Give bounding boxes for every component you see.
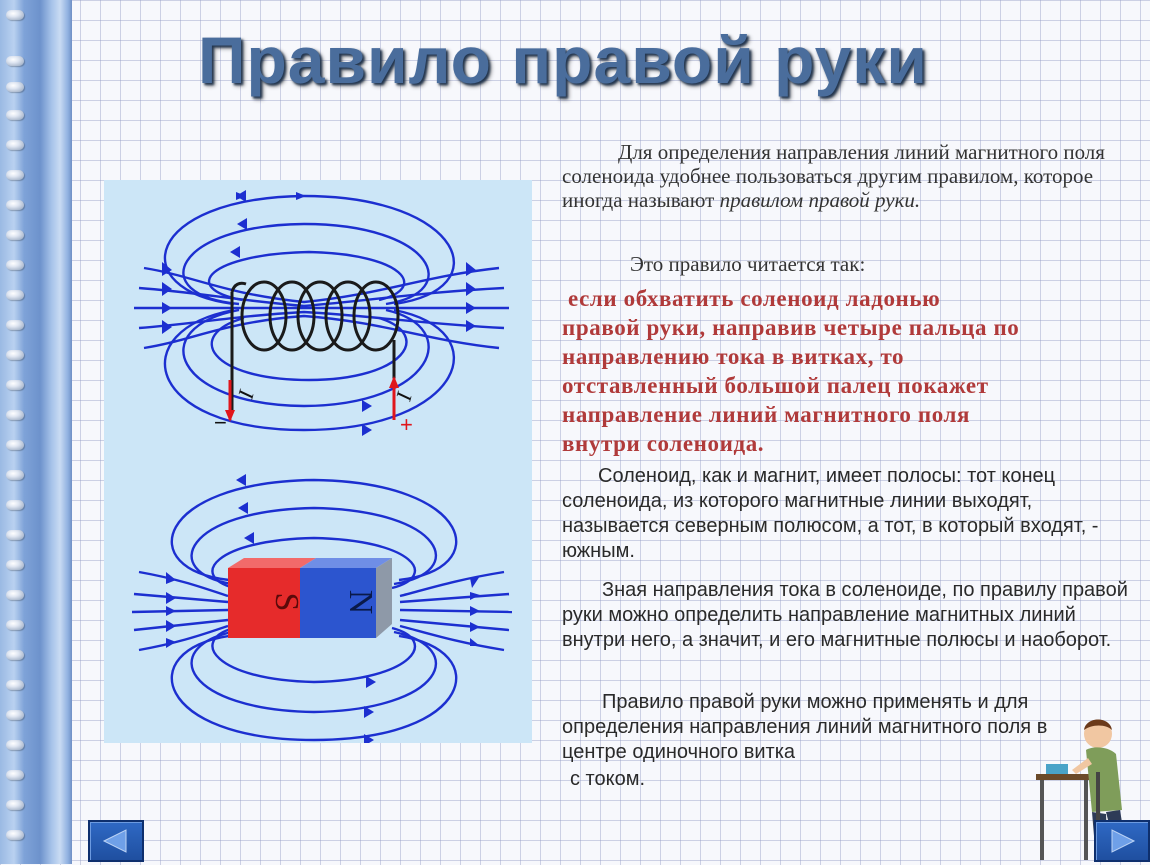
bar-magnet — [228, 558, 392, 638]
spiral-ring — [6, 830, 24, 840]
spiral-ring — [6, 530, 24, 540]
current-label-left: I — [232, 387, 259, 402]
loop-text: Правило правой руки можно применять и для определения направления линий магнитного поля в центре одиночного витка — [562, 691, 1048, 763]
spiral-ring — [6, 140, 24, 150]
slide-title: Правило правой руки — [198, 23, 928, 97]
spiral-ring — [6, 290, 24, 300]
rule-line: внутри соленоида. — [562, 431, 765, 456]
current-label-right: I — [390, 389, 417, 404]
plus-terminal: + — [400, 412, 413, 437]
spiral-ring — [6, 770, 24, 780]
spiral-ring — [6, 620, 24, 630]
direction-paragraph — [562, 578, 1130, 653]
magnet-south-label: S — [268, 592, 305, 612]
solenoid-field-lines — [134, 196, 509, 430]
intro-text: Для определения направления линий магнитного поля соленоида удобнее пользоваться другим правилом, которое иногда называют — [562, 140, 1105, 212]
rule-line: если обхватить соленоид ладонью — [568, 286, 941, 311]
triangle-left-icon — [90, 822, 142, 860]
spiral-ring — [6, 320, 24, 330]
spiral-ring — [6, 410, 24, 420]
figure-panel — [104, 180, 532, 743]
spiral-ring — [6, 470, 24, 480]
rule-line: отставленный большой палец покажет — [562, 373, 989, 398]
spiral-ring — [6, 82, 24, 92]
rule-intro-text: Это правило читается так: — [630, 252, 866, 276]
spiral-ring — [6, 590, 24, 600]
spiral-ring — [6, 200, 24, 210]
intro-paragraph — [562, 140, 1142, 212]
rule-line: направлению тока в витках, то — [562, 344, 905, 369]
direction-text: Зная направления тока в соленоиде, по правилу правой руки можно определить направление магнитных линий внутри него, а значит, и его магнитные полюсы и наоборот. — [562, 579, 1128, 651]
spiral-ring — [6, 500, 24, 510]
intro-italic-term: правилом правой руки. — [719, 188, 921, 212]
spiral-ring — [6, 170, 24, 180]
magnet-north-label: N — [342, 589, 379, 615]
rule-statement — [562, 284, 1142, 458]
spiral-ring — [6, 260, 24, 270]
poles-text: Соленоид, как и магнит, имеет полосы: тот конец соленоида, из которого магнитные линии выходят, называется северным полюсом, а тот, в который входят, - южным. — [562, 465, 1099, 562]
poles-paragraph — [562, 464, 1130, 564]
loop-paragraph — [562, 690, 1102, 792]
loop-text-end: с током. — [570, 768, 646, 790]
triangle-right-icon — [1096, 822, 1148, 860]
spiral-ring — [6, 380, 24, 390]
rule-line: направление линий магнитного поля — [562, 402, 971, 427]
spiral-ring — [6, 560, 24, 570]
next-slide-button[interactable] — [1094, 820, 1150, 862]
spiral-ring — [6, 110, 24, 120]
notebook-spine — [0, 0, 72, 864]
previous-slide-button[interactable] — [88, 820, 144, 862]
rule-intro — [562, 252, 1142, 276]
spiral-ring — [6, 740, 24, 750]
spiral-ring — [6, 10, 24, 20]
spiral-ring — [6, 440, 24, 450]
minus-terminal: − — [214, 410, 227, 435]
rule-line: правой руки, направив четыре пальца по — [562, 315, 1020, 340]
magnetic-field-illustration — [104, 180, 532, 743]
spiral-ring — [6, 710, 24, 720]
spiral-ring — [6, 350, 24, 360]
spiral-ring — [6, 56, 24, 66]
spiral-ring — [6, 800, 24, 810]
spiral-ring — [6, 680, 24, 690]
spiral-ring — [6, 230, 24, 240]
spiral-ring — [6, 650, 24, 660]
